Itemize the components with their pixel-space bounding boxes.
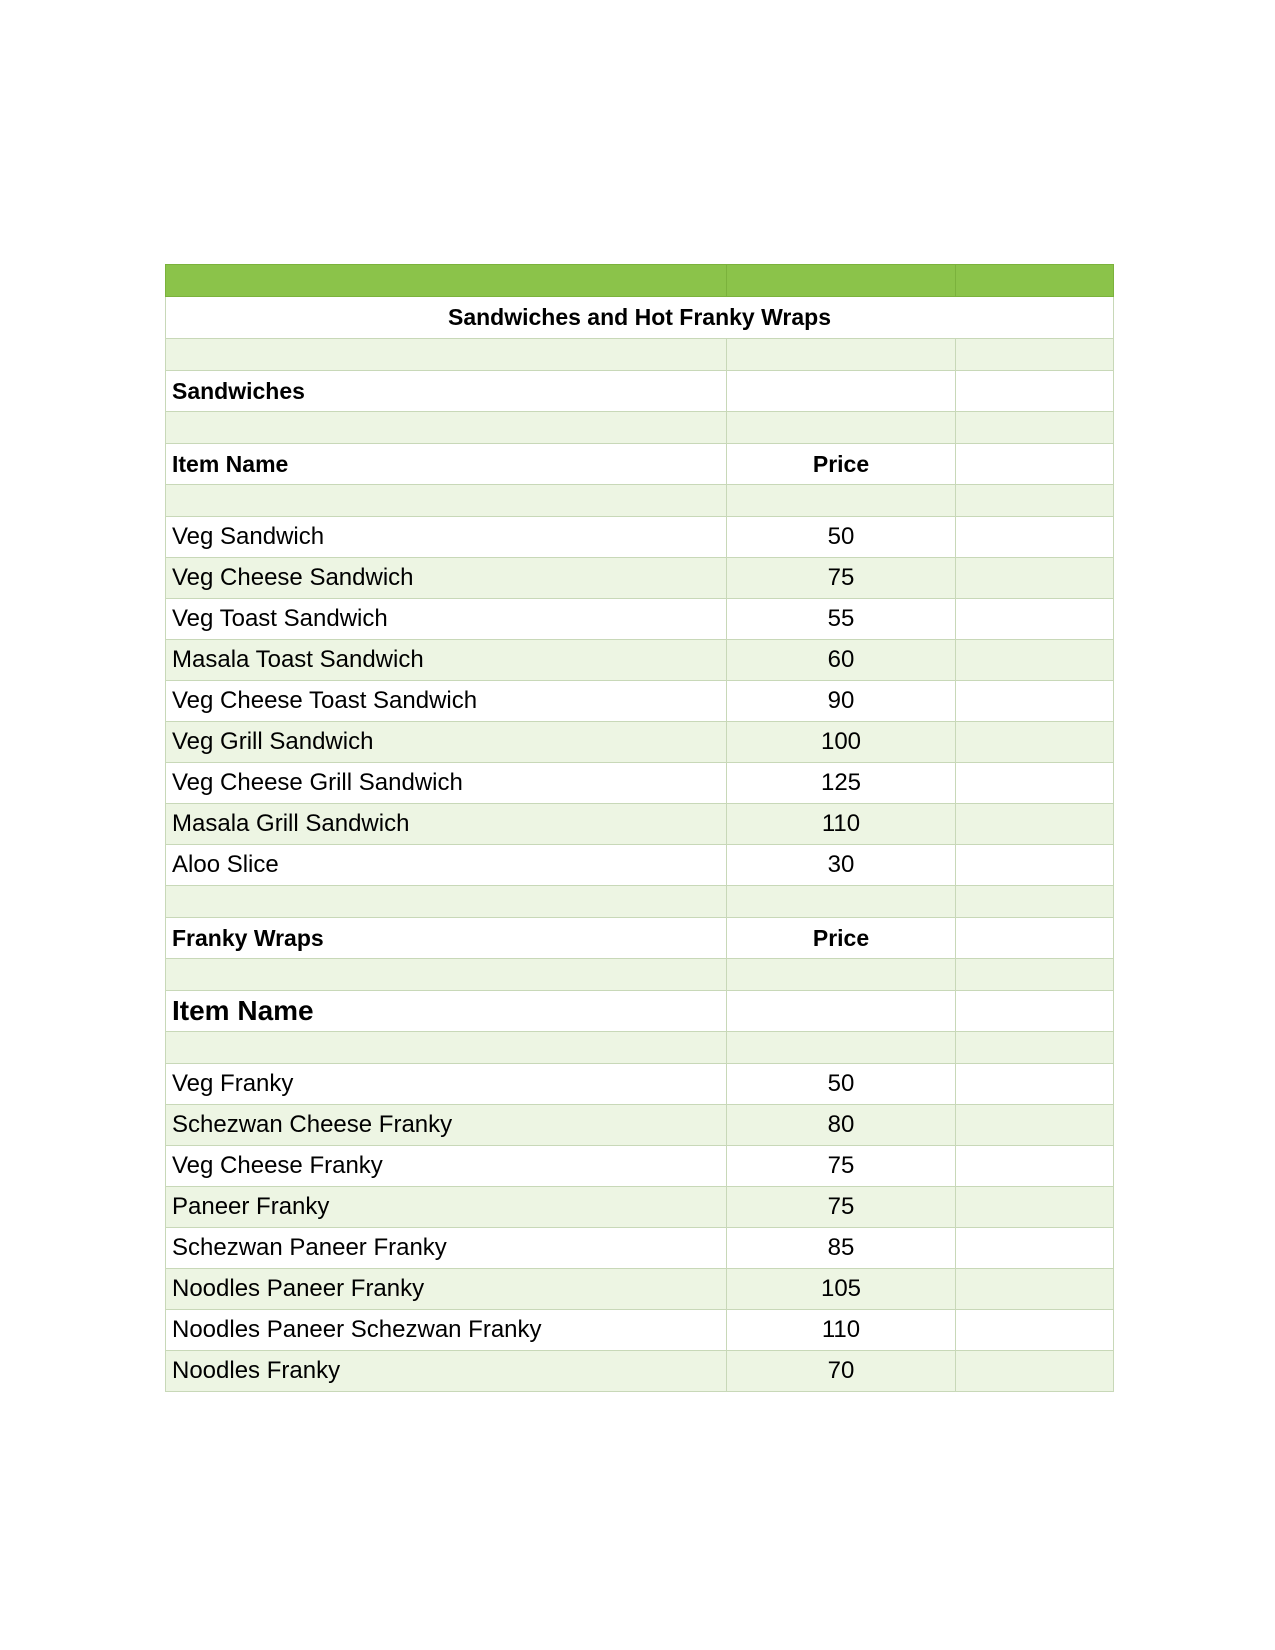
title-row	[166, 297, 1114, 339]
sandwiches-column-header-row	[166, 444, 1114, 485]
table-row	[166, 763, 1114, 804]
item-price: 75	[727, 1146, 956, 1187]
item-name-header: Item Name	[166, 444, 727, 485]
item-name: Veg Cheese Sandwich	[166, 558, 727, 599]
item-name: Schezwan Cheese Franky	[166, 1105, 727, 1146]
price-header: Price	[727, 444, 956, 485]
item-price: 125	[727, 763, 956, 804]
item-name: Veg Cheese Franky	[166, 1146, 727, 1187]
item-price: 105	[727, 1269, 956, 1310]
item-price: 75	[727, 558, 956, 599]
spacer-row	[166, 959, 1114, 991]
item-name: Veg Cheese Grill Sandwich	[166, 763, 727, 804]
item-name: Noodles Franky	[166, 1351, 727, 1392]
table-row	[166, 640, 1114, 681]
item-price: 70	[727, 1351, 956, 1392]
item-name-header: Item Name	[166, 991, 727, 1032]
item-price: 50	[727, 1064, 956, 1105]
spacer-row	[166, 1032, 1114, 1064]
item-price: 110	[727, 1310, 956, 1351]
table-row	[166, 599, 1114, 640]
item-price: 110	[727, 804, 956, 845]
item-name: Veg Sandwich	[166, 517, 727, 558]
item-name: Noodles Paneer Franky	[166, 1269, 727, 1310]
table-row	[166, 558, 1114, 599]
table-row	[166, 1351, 1114, 1392]
franky-heading-row	[166, 918, 1114, 959]
price-header: Price	[727, 918, 956, 959]
franky-column-header-row	[166, 991, 1114, 1032]
item-name: Veg Toast Sandwich	[166, 599, 727, 640]
item-name: Masala Toast Sandwich	[166, 640, 727, 681]
item-name: Paneer Franky	[166, 1187, 727, 1228]
table-row	[166, 1310, 1114, 1351]
franky-items	[166, 1064, 1114, 1392]
table-row	[166, 517, 1114, 558]
franky-heading: Franky Wraps	[166, 918, 727, 959]
sandwiches-heading-row	[166, 371, 1114, 412]
table-row	[166, 722, 1114, 763]
table-row	[166, 1187, 1114, 1228]
item-price: 60	[727, 640, 956, 681]
item-name: Veg Grill Sandwich	[166, 722, 727, 763]
table-row	[166, 845, 1114, 886]
item-price: 55	[727, 599, 956, 640]
spacer-row	[166, 485, 1114, 517]
menu-title: Sandwiches and Hot Franky Wraps	[166, 297, 1114, 339]
item-price: 75	[727, 1187, 956, 1228]
table-row	[166, 1228, 1114, 1269]
table-row	[166, 1269, 1114, 1310]
item-name: Noodles Paneer Schezwan Franky	[166, 1310, 727, 1351]
item-price: 90	[727, 681, 956, 722]
item-price: 50	[727, 517, 956, 558]
item-name: Masala Grill Sandwich	[166, 804, 727, 845]
item-name: Veg Cheese Toast Sandwich	[166, 681, 727, 722]
item-name: Aloo Slice	[166, 845, 727, 886]
item-price: 85	[727, 1228, 956, 1269]
sandwiches-heading: Sandwiches	[166, 371, 727, 412]
item-price: 80	[727, 1105, 956, 1146]
table-row	[166, 681, 1114, 722]
item-price: 100	[727, 722, 956, 763]
menu-table	[165, 264, 1114, 1392]
item-name: Veg Franky	[166, 1064, 727, 1105]
table-row	[166, 804, 1114, 845]
item-name: Schezwan Paneer Franky	[166, 1228, 727, 1269]
table-row	[166, 1064, 1114, 1105]
table-row	[166, 1105, 1114, 1146]
spacer-row	[166, 886, 1114, 918]
item-price: 30	[727, 845, 956, 886]
spacer-row	[166, 339, 1114, 371]
header-band-row	[166, 265, 1114, 297]
table-row	[166, 1146, 1114, 1187]
spacer-row	[166, 412, 1114, 444]
sandwich-items	[166, 517, 1114, 886]
